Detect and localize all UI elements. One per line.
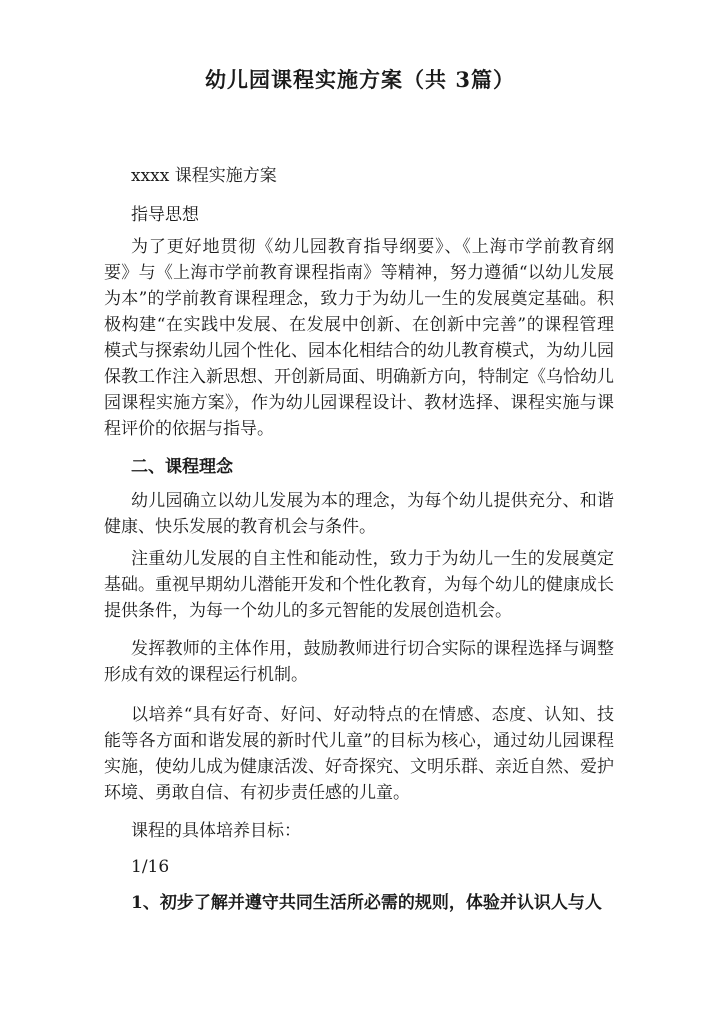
plan-heading: xxxx 课程实施方案	[131, 166, 277, 186]
concept-paragraph-2: 注重幼儿发展的自主性和能动性，致力于为幼儿一生的发展奠定基础。重视早期幼儿潜能开发和个性化教育，为每个幼儿的健康成长提供条件，为每一个幼儿的多元智能的发展创造机会。	[104, 549, 614, 621]
concept-paragraph-4: 以培养“具有好奇、好问、好动特点的在情感、态度、认知、技能等各方面和谐发展的新时代儿童”的目标为核心，通过幼儿园课程实施，使幼儿成为健康活泼、好奇探究、文明乐群、亲近自然、爱护环境、勇敢自信、有初步责任感的儿童。	[104, 705, 614, 803]
goals-intro: 课程的具体培养目标：	[131, 821, 301, 841]
goal-item-1: 1、初步了解并遵守共同生活所必需的规则，体验并认识人与人	[131, 893, 602, 913]
section-guiding-heading: 指导思想	[131, 205, 199, 225]
section-concept-heading: 二、课程理念	[131, 457, 233, 477]
page-number: 1/16	[131, 857, 170, 877]
concept-paragraph-3: 发挥教师的主体作用，鼓励教师进行切合实际的课程选择与调整形成有效的课程运行机制。	[104, 639, 614, 685]
concept-paragraph-1: 幼儿园确立以幼儿发展为本的理念，为每个幼儿提供充分、和谐健康、快乐发展的教育机会与条件。	[104, 491, 614, 537]
guiding-paragraph: 为了更好地贯彻《幼儿园教育指导纲要》、《上海市学前教育纲要》与《上海市学前教育课程指南》等精神，努力遵循“以幼儿发展为本”的学前教育课程理念，致力于为幼儿一生的发展奠定基础。积极构建“在实践中发展、在发展中创新、在创新中完善”的课程管理模式与探索幼儿园个性化、园本化相结合的幼儿教育模式，为幼儿园保教工作注入新思想、开创新局面、明确新方向，特制定《乌恰幼儿园课程实施方案》，作为幼儿园课程设计、教材选择、课程实施与课程评价的依据与指导。	[104, 237, 614, 439]
document-title: 幼儿园课程实施方案（共 3篇）	[205, 67, 515, 92]
